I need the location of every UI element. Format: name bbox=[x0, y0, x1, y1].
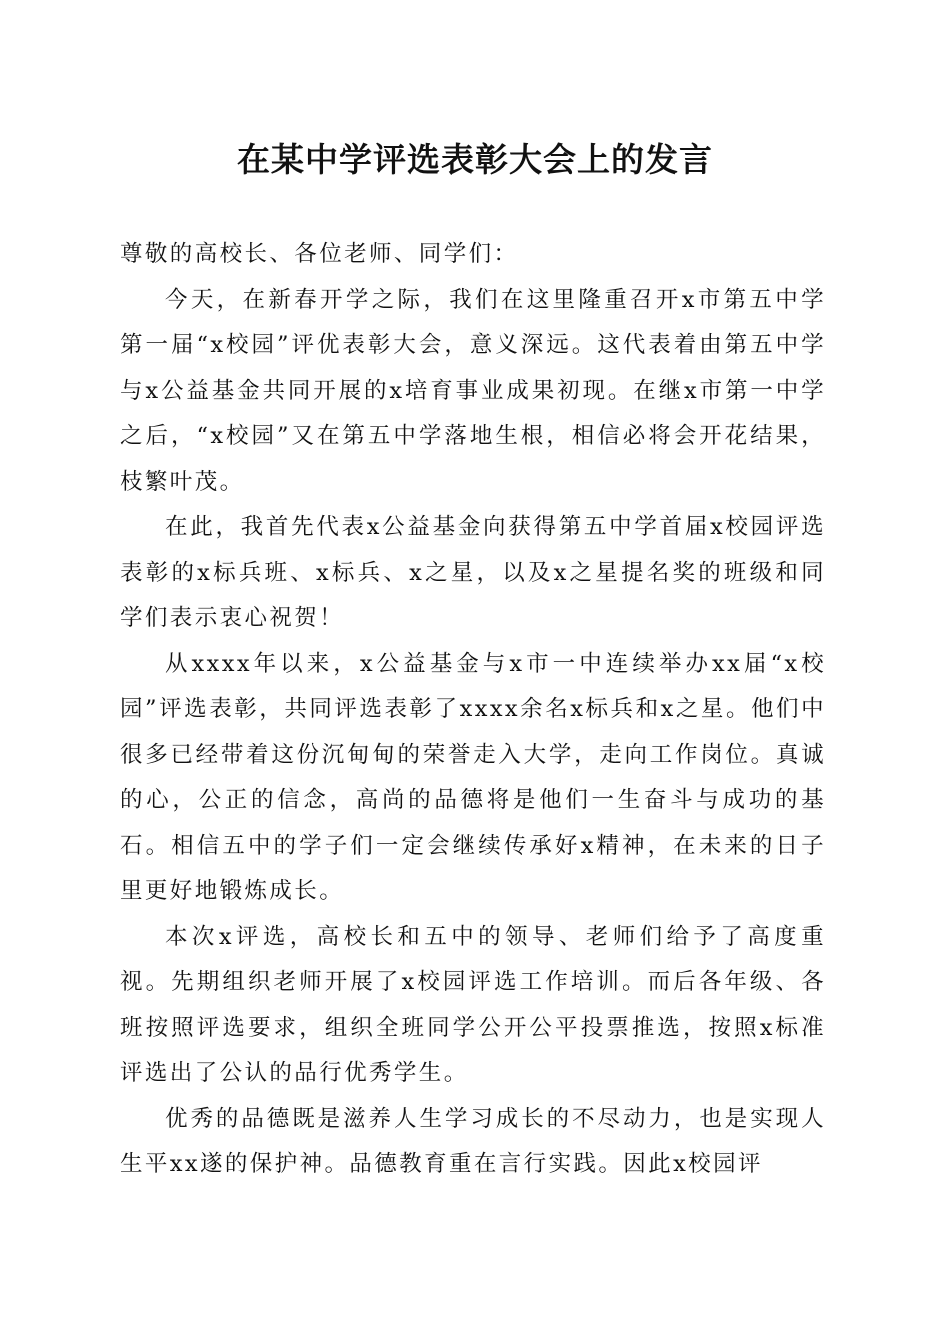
paragraph-1: 今天，在新春开学之际，我们在这里隆重召开x市第五中学第一届“x校园”评优表彰大会，意义深远。这代表着由第五中学与x公益基金共同开展的x培育事业成果初现。在继x市第一中学之后，“x校园”又在第五中学落地生根，相信必将会开花结果，枝繁叶茂。 bbox=[120, 286, 826, 495]
paragraph-5: 优秀的品德既是滋养人生学习成长的不尽动力，也是实现人生平xx遂的保护神。品德教育重在言行实践。因此x校园评 bbox=[120, 1105, 826, 1177]
paragraph-4: 本次x评选，高校长和五中的领导、老师们给予了高度重视。先期组织老师开展了x校园评选工作培训。而后各年级、各班按照评选要求，组织全班同学公开公平投票推选，按照x标准评选出了公认的品行优秀学生。 bbox=[120, 923, 826, 1086]
paragraph-2: 在此，我首先代表x公益基金向获得第五中学首届x校园评选表彰的x标兵班、x标兵、x之星，以及x之星提名奖的班级和同学们表示衷心祝贺！ bbox=[120, 514, 826, 631]
paragraph-3: 从xxxx年以来，x公益基金与x市一中连续举办xx届“x校园”评选表彰，共同评选表彰了xxxx余名x标兵和x之星。他们中很多已经带着这份沉甸甸的荣誉走入大学，走向工作岗位。真诚的心，公正的信念，高尚的品德将是他们一生奋斗与成功的基石。相信五中的学子们一定会继续传承好x精神，在未来的日子里更好地锻炼成长。 bbox=[120, 650, 826, 904]
document-body bbox=[120, 232, 826, 1188]
document-title: 在某中学评选表彰大会上的发言 bbox=[237, 140, 713, 179]
salutation: 尊敬的高校长、各位老师、同学们： bbox=[120, 241, 519, 267]
